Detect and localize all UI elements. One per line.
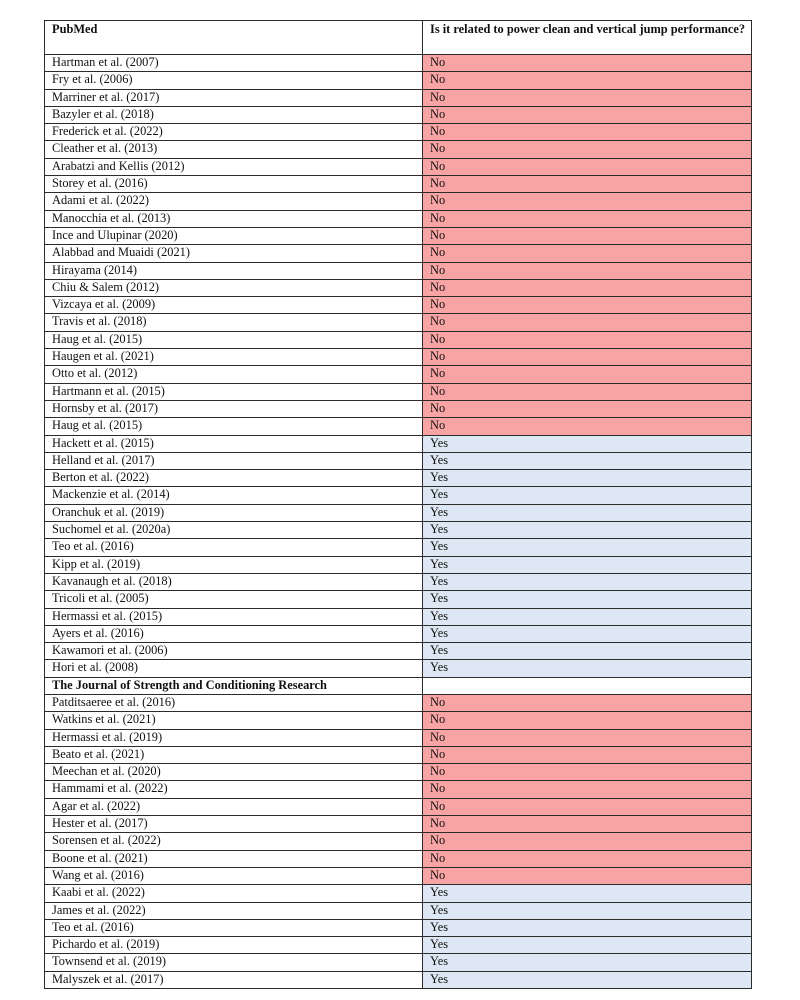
jscr-section-header <box>45 677 752 694</box>
table-row <box>45 833 752 850</box>
table-row <box>45 573 752 590</box>
relevance-answer-cell: No <box>423 297 752 314</box>
table-row <box>45 850 752 867</box>
relevance-answer-cell: Yes <box>423 573 752 590</box>
relevance-answer-cell: No <box>423 400 752 417</box>
study-citation-cell: Pichardo et al. (2019) <box>45 937 423 954</box>
table-row <box>45 452 752 469</box>
study-citation-cell: Otto et al. (2012) <box>45 366 423 383</box>
table-row <box>45 919 752 936</box>
study-citation-cell: Oranchuk et al. (2019) <box>45 504 423 521</box>
study-citation-cell: Boone et al. (2021) <box>45 850 423 867</box>
study-citation-cell: Kavanaugh et al. (2018) <box>45 573 423 590</box>
study-citation-cell: Ince and Ulupinar (2020) <box>45 227 423 244</box>
table-row <box>45 297 752 314</box>
study-citation-cell: Wang et al. (2016) <box>45 867 423 884</box>
table-header-row <box>45 21 752 55</box>
study-citation-cell: Marriner et al. (2017) <box>45 89 423 106</box>
relevance-answer-cell: No <box>423 193 752 210</box>
study-citation-cell: Storey et al. (2016) <box>45 176 423 193</box>
table-row <box>45 729 752 746</box>
study-relevance-table <box>44 20 752 989</box>
relevance-answer-cell: No <box>423 833 752 850</box>
study-citation-cell: Frederick et al. (2022) <box>45 124 423 141</box>
table-row <box>45 106 752 123</box>
pubmed-section <box>45 55 752 678</box>
study-citation-cell: Beato et al. (2021) <box>45 746 423 763</box>
relevance-answer-cell: Yes <box>423 625 752 642</box>
relevance-answer-cell: No <box>423 764 752 781</box>
study-citation-cell: Watkins et al. (2021) <box>45 712 423 729</box>
table-row <box>45 608 752 625</box>
relevance-answer-cell: Yes <box>423 660 752 677</box>
relevance-answer-cell: No <box>423 816 752 833</box>
study-citation-cell: Alabbad and Muaidi (2021) <box>45 245 423 262</box>
table-row <box>45 937 752 954</box>
table-row <box>45 694 752 711</box>
relevance-answer-cell: Yes <box>423 522 752 539</box>
relevance-answer-cell: No <box>423 89 752 106</box>
study-citation-cell: Berton et al. (2022) <box>45 470 423 487</box>
relevance-answer-cell: No <box>423 850 752 867</box>
relevance-answer-cell: No <box>423 729 752 746</box>
relevance-answer-cell: No <box>423 867 752 884</box>
relevance-answer-cell: No <box>423 279 752 296</box>
table-row <box>45 72 752 89</box>
relevance-answer-cell: Yes <box>423 937 752 954</box>
table-row <box>45 158 752 175</box>
study-citation-cell: Bazyler et al. (2018) <box>45 106 423 123</box>
section-header-row <box>45 677 752 694</box>
study-citation-cell: Patditsaeree et al. (2016) <box>45 694 423 711</box>
study-citation-cell: Vizcaya et al. (2009) <box>45 297 423 314</box>
database-header-pubmed: PubMed <box>45 21 423 55</box>
relevance-answer-cell: No <box>423 262 752 279</box>
relevance-answer-cell: Yes <box>423 971 752 988</box>
relevance-question-header: Is it related to power clean and vertical jump performance? <box>423 21 752 55</box>
table-row <box>45 245 752 262</box>
table-row <box>45 210 752 227</box>
study-citation-cell: Adami et al. (2022) <box>45 193 423 210</box>
table-row <box>45 591 752 608</box>
table-row <box>45 798 752 815</box>
table-row <box>45 625 752 642</box>
study-citation-cell: James et al. (2022) <box>45 902 423 919</box>
study-citation-cell: Malyszek et al. (2017) <box>45 971 423 988</box>
table-row <box>45 279 752 296</box>
relevance-answer-cell: No <box>423 124 752 141</box>
relevance-answer-cell: No <box>423 694 752 711</box>
relevance-answer-cell: Yes <box>423 539 752 556</box>
relevance-answer-cell: No <box>423 158 752 175</box>
database-header-jscr: The Journal of Strength and Conditioning Research <box>45 677 423 694</box>
study-citation-cell: Haug et al. (2015) <box>45 331 423 348</box>
relevance-answer-cell: No <box>423 712 752 729</box>
study-citation-cell: Teo et al. (2016) <box>45 539 423 556</box>
study-citation-cell: Agar et al. (2022) <box>45 798 423 815</box>
table-row <box>45 971 752 988</box>
table-row <box>45 885 752 902</box>
table-row <box>45 349 752 366</box>
table-row <box>45 539 752 556</box>
table-row <box>45 193 752 210</box>
relevance-answer-cell: Yes <box>423 452 752 469</box>
relevance-answer-cell: Yes <box>423 608 752 625</box>
study-citation-cell: Hori et al. (2008) <box>45 660 423 677</box>
relevance-answer-cell: Yes <box>423 885 752 902</box>
table-row <box>45 124 752 141</box>
study-citation-cell: Kaabi et al. (2022) <box>45 885 423 902</box>
relevance-answer-cell: Yes <box>423 902 752 919</box>
table-row <box>45 712 752 729</box>
table-row <box>45 764 752 781</box>
study-citation-cell: Mackenzie et al. (2014) <box>45 487 423 504</box>
study-citation-cell: Hornsby et al. (2017) <box>45 400 423 417</box>
relevance-answer-cell: Yes <box>423 556 752 573</box>
relevance-answer-cell: No <box>423 55 752 72</box>
relevance-answer-cell: Yes <box>423 954 752 971</box>
relevance-answer-cell: No <box>423 227 752 244</box>
study-citation-cell: Travis et al. (2018) <box>45 314 423 331</box>
relevance-answer-cell: No <box>423 746 752 763</box>
study-citation-cell: Hermassi et al. (2019) <box>45 729 423 746</box>
study-citation-cell: Suchomel et al. (2020a) <box>45 522 423 539</box>
study-citation-cell: Ayers et al. (2016) <box>45 625 423 642</box>
relevance-answer-cell: Yes <box>423 919 752 936</box>
table-row <box>45 262 752 279</box>
relevance-answer-cell: No <box>423 383 752 400</box>
table-row <box>45 470 752 487</box>
relevance-answer-cell: No <box>423 781 752 798</box>
relevance-answer-cell: No <box>423 210 752 227</box>
table-row <box>45 660 752 677</box>
study-citation-cell: Hester et al. (2017) <box>45 816 423 833</box>
table-row <box>45 867 752 884</box>
table-row <box>45 418 752 435</box>
relevance-answer-cell: Yes <box>423 504 752 521</box>
study-citation-cell: Manocchia et al. (2013) <box>45 210 423 227</box>
table-row <box>45 902 752 919</box>
table-row <box>45 504 752 521</box>
study-citation-cell: Haug et al. (2015) <box>45 418 423 435</box>
study-citation-cell: Hermassi et al. (2015) <box>45 608 423 625</box>
table-row <box>45 141 752 158</box>
table-row <box>45 383 752 400</box>
table-row <box>45 816 752 833</box>
study-citation-cell: Hackett et al. (2015) <box>45 435 423 452</box>
table-row <box>45 89 752 106</box>
table-row <box>45 487 752 504</box>
relevance-answer-cell: Yes <box>423 435 752 452</box>
table-row <box>45 366 752 383</box>
study-citation-cell: Meechan et al. (2020) <box>45 764 423 781</box>
study-citation-cell: Fry et al. (2006) <box>45 72 423 89</box>
study-citation-cell: Kawamori et al. (2006) <box>45 643 423 660</box>
study-citation-cell: Hartmann et al. (2015) <box>45 383 423 400</box>
table-row <box>45 435 752 452</box>
table-row <box>45 176 752 193</box>
relevance-answer-cell: No <box>423 418 752 435</box>
study-citation-cell: Helland et al. (2017) <box>45 452 423 469</box>
study-citation-cell: Chiu & Salem (2012) <box>45 279 423 296</box>
relevance-answer-cell: Yes <box>423 643 752 660</box>
table-row <box>45 556 752 573</box>
relevance-answer-cell: No <box>423 349 752 366</box>
study-citation-cell: Kipp et al. (2019) <box>45 556 423 573</box>
table-row <box>45 746 752 763</box>
table-row <box>45 400 752 417</box>
table-row <box>45 227 752 244</box>
table-row <box>45 331 752 348</box>
study-citation-cell: Sorensen et al. (2022) <box>45 833 423 850</box>
relevance-answer-cell: No <box>423 366 752 383</box>
relevance-answer-cell: No <box>423 798 752 815</box>
study-citation-cell: Arabatzi and Kellis (2012) <box>45 158 423 175</box>
study-citation-cell: Hirayama (2014) <box>45 262 423 279</box>
study-citation-cell: Townsend et al. (2019) <box>45 954 423 971</box>
table-row <box>45 314 752 331</box>
relevance-answer-cell: Yes <box>423 470 752 487</box>
relevance-answer-cell: No <box>423 141 752 158</box>
table-row <box>45 55 752 72</box>
relevance-answer-cell: No <box>423 314 752 331</box>
relevance-answer-cell: No <box>423 72 752 89</box>
study-citation-cell: Haugen et al. (2021) <box>45 349 423 366</box>
relevance-answer-cell: Yes <box>423 591 752 608</box>
table-row <box>45 643 752 660</box>
relevance-answer-cell: No <box>423 176 752 193</box>
study-citation-cell: Teo et al. (2016) <box>45 919 423 936</box>
section-header-empty-cell <box>423 677 752 694</box>
study-citation-cell: Hammami et al. (2022) <box>45 781 423 798</box>
relevance-answer-cell: No <box>423 331 752 348</box>
relevance-answer-cell: Yes <box>423 487 752 504</box>
table-row <box>45 781 752 798</box>
table-row <box>45 522 752 539</box>
jscr-section <box>45 694 752 988</box>
relevance-answer-cell: No <box>423 106 752 123</box>
relevance-answer-cell: No <box>423 245 752 262</box>
study-citation-cell: Hartman et al. (2007) <box>45 55 423 72</box>
study-citation-cell: Tricoli et al. (2005) <box>45 591 423 608</box>
study-citation-cell: Cleather et al. (2013) <box>45 141 423 158</box>
table-row <box>45 954 752 971</box>
